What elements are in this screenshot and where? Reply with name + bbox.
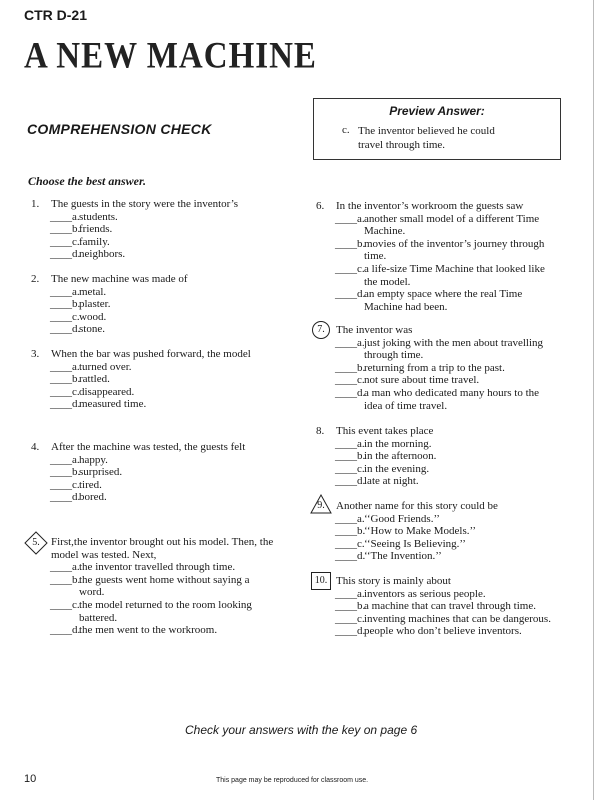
- answer-blank[interactable]: ____b.: [50, 298, 81, 311]
- question-stem: [28, 441, 303, 454]
- question-1: [28, 198, 303, 261]
- question-stem: [28, 536, 303, 561]
- answer-blank[interactable]: ____d.: [335, 386, 366, 399]
- answer-blank[interactable]: ____d.: [335, 625, 366, 638]
- copyright-note: This page may be reproduced for classroom use.: [216, 777, 369, 784]
- option-text: plaster.: [79, 298, 111, 311]
- answer-option[interactable]: [313, 362, 588, 375]
- question-text: This event takes place: [336, 425, 434, 437]
- answer-option[interactable]: [28, 386, 303, 399]
- option-text: the model.: [364, 275, 411, 288]
- answer-blank[interactable]: ____b.: [335, 525, 366, 538]
- answer-blank[interactable]: ____a.: [50, 561, 80, 574]
- question-number: 1.: [31, 198, 40, 210]
- question-text: Another name for this story could be: [336, 500, 498, 512]
- answer-option[interactable]: [313, 288, 588, 313]
- option-text: in the afternoon.: [364, 450, 437, 463]
- answer-option[interactable]: [313, 475, 588, 488]
- option-text: not sure about time travel.: [364, 374, 480, 387]
- question-4: [28, 441, 303, 504]
- answer-option[interactable]: [313, 387, 588, 412]
- option-text: the model returned to the room looking: [79, 598, 252, 611]
- answer-option[interactable]: [28, 466, 303, 479]
- preview-letter: c.: [342, 124, 350, 136]
- answer-blank[interactable]: ____d.: [335, 288, 366, 301]
- answer-option[interactable]: [28, 574, 303, 599]
- answer-option[interactable]: [313, 238, 588, 263]
- question-2: [28, 273, 303, 336]
- answer-blank[interactable]: ____b.: [50, 573, 81, 586]
- answer-option[interactable]: [313, 525, 588, 538]
- preview-line: The inventor believed he could: [358, 125, 495, 137]
- question-number: 10.: [311, 572, 331, 590]
- option-text: ‘‘How to Make Models.’’: [364, 525, 477, 538]
- answer-blank[interactable]: ____a.: [50, 210, 80, 223]
- answer-blank[interactable]: ____a.: [50, 285, 80, 298]
- question-6: [313, 200, 588, 313]
- question-text: In the inventor’s workroom the guests saw: [336, 200, 524, 212]
- answer-blank[interactable]: ____c.: [50, 235, 80, 248]
- question-9: [313, 500, 588, 563]
- question-text: The guests in the story were the inventor’s: [51, 198, 239, 210]
- answer-option[interactable]: [28, 599, 303, 624]
- answer-option[interactable]: [28, 561, 303, 574]
- answer-blank[interactable]: ____c.: [50, 385, 80, 398]
- question-text: When the bar was pushed forward, the model: [51, 348, 251, 360]
- answer-blank[interactable]: ____c.: [335, 462, 365, 475]
- option-text: turned over.: [79, 360, 132, 373]
- answer-blank[interactable]: ____a.: [50, 360, 80, 373]
- option-text: inventing machines that can be dangerous.: [364, 612, 551, 625]
- option-text: stone.: [79, 323, 105, 336]
- answer-option[interactable]: [313, 337, 588, 362]
- answer-option[interactable]: [313, 463, 588, 476]
- option-text: bored.: [79, 491, 107, 504]
- question-number: 8.: [316, 425, 325, 437]
- preview-line: travel through time.: [358, 139, 446, 151]
- option-text: a life-size Time Machine that looked like: [364, 262, 545, 275]
- answer-blank[interactable]: ____d.: [335, 550, 366, 563]
- answer-option[interactable]: [28, 311, 303, 324]
- page-number: 10: [24, 773, 37, 785]
- option-text: tired.: [79, 478, 102, 491]
- question-text: model was tested. Next,: [51, 548, 157, 561]
- preview-text: [358, 124, 495, 152]
- option-text: battered.: [79, 611, 118, 624]
- option-text: metal.: [79, 285, 107, 298]
- answer-option[interactable]: [28, 286, 303, 299]
- question-text: This story is mainly about: [336, 575, 451, 587]
- option-text: friends.: [79, 223, 113, 236]
- question-text: First,the inventor brought out his model. Then, the: [51, 536, 274, 548]
- answer-blank[interactable]: ____d.: [335, 475, 366, 488]
- answer-option[interactable]: [313, 538, 588, 551]
- question-stem: [28, 348, 303, 361]
- answer-blank[interactable]: ____b.: [335, 450, 366, 463]
- option-text: time.: [364, 250, 387, 263]
- answer-option[interactable]: [313, 613, 588, 626]
- question-number-diamond: [24, 531, 48, 555]
- question-number-triangle: [310, 494, 332, 514]
- option-text: Machine.: [364, 225, 406, 238]
- answer-blank[interactable]: ____b.: [335, 237, 366, 250]
- question-8: [313, 425, 588, 488]
- option-text: people who don’t believe inventors.: [364, 625, 522, 638]
- option-text: another small model of a different Time: [364, 212, 540, 225]
- answer-blank[interactable]: ____d.: [50, 323, 81, 336]
- question-7: [313, 324, 588, 412]
- instruction: Choose the best answer.: [28, 174, 147, 188]
- question-text: After the machine was tested, the guests felt: [51, 441, 246, 453]
- answer-option[interactable]: [28, 479, 303, 492]
- answer-option[interactable]: [313, 513, 588, 526]
- option-text: an empty space where the real Time: [364, 288, 523, 301]
- question-stem: [313, 425, 588, 438]
- option-text: through time.: [364, 349, 424, 362]
- answer-option[interactable]: [313, 600, 588, 613]
- answer-option[interactable]: [28, 398, 303, 411]
- question-5: [28, 536, 303, 637]
- answer-blank[interactable]: ____b.: [335, 361, 366, 374]
- answer-option[interactable]: [28, 223, 303, 236]
- option-text: inventors as serious people.: [364, 587, 486, 600]
- answer-option[interactable]: [313, 588, 588, 601]
- preview-heading: Preview Answer:: [389, 104, 485, 118]
- answer-blank[interactable]: ____a.: [335, 336, 365, 349]
- question-stem: [28, 198, 303, 211]
- answer-blank[interactable]: ____b.: [50, 466, 81, 479]
- answer-option[interactable]: [313, 625, 588, 638]
- option-text: rattled.: [79, 373, 110, 386]
- section-subtitle: COMPREHENSION CHECK: [27, 121, 212, 137]
- answer-option[interactable]: [313, 374, 588, 387]
- answer-blank[interactable]: ____d.: [50, 491, 81, 504]
- question-stem: [313, 324, 588, 337]
- option-text: the men went to the workroom.: [79, 624, 218, 637]
- answer-option[interactable]: [313, 450, 588, 463]
- answer-blank[interactable]: ____c.: [50, 310, 80, 323]
- question-number: 9.: [317, 500, 325, 511]
- option-text: wood.: [79, 310, 107, 323]
- option-text: surprised.: [79, 466, 123, 479]
- answer-option[interactable]: [28, 491, 303, 504]
- answer-blank[interactable]: ____c.: [335, 374, 365, 387]
- answer-option[interactable]: [28, 248, 303, 261]
- answer-option[interactable]: [313, 263, 588, 288]
- answer-option[interactable]: [28, 211, 303, 224]
- option-text: just joking with the men about travelling: [364, 336, 544, 349]
- option-text: students.: [79, 210, 118, 223]
- answer-blank[interactable]: ____d.: [50, 398, 81, 411]
- question-3: [28, 348, 303, 411]
- answer-blank[interactable]: ____a.: [335, 587, 365, 600]
- option-text: the guests went home without saying a: [79, 573, 250, 586]
- answer-option[interactable]: [313, 550, 588, 563]
- option-text: the inventor travelled through time.: [79, 561, 236, 574]
- answer-blank[interactable]: ____c.: [335, 262, 365, 275]
- question-number: 3.: [31, 348, 40, 360]
- answer-blank[interactable]: ____a.: [335, 512, 365, 525]
- option-text: ‘‘The Invention.’’: [364, 550, 442, 563]
- option-text: measured time.: [79, 398, 147, 411]
- answer-blank[interactable]: ____b.: [335, 600, 366, 613]
- question-number: 6.: [316, 200, 325, 212]
- answer-blank[interactable]: ____c.: [335, 537, 365, 550]
- option-text: a man who dedicated many hours to the: [364, 386, 540, 399]
- option-text: in the evening.: [364, 462, 430, 475]
- question-stem: [313, 575, 588, 588]
- answer-blank[interactable]: ____a.: [335, 212, 365, 225]
- option-text: ‘‘Good Friends.’’: [364, 512, 440, 525]
- answer-option[interactable]: [28, 624, 303, 637]
- answer-option[interactable]: [28, 323, 303, 336]
- answer-option[interactable]: [28, 298, 303, 311]
- preview-answer-box: [313, 98, 561, 160]
- option-text: returning from a trip to the past.: [364, 361, 505, 374]
- question-stem: [313, 200, 588, 213]
- answer-key-note: Check your answers with the key on page 6: [185, 723, 418, 737]
- answer-option[interactable]: [313, 213, 588, 238]
- option-text: idea of time travel.: [364, 399, 448, 412]
- answer-option[interactable]: [313, 438, 588, 451]
- question-number: 4.: [31, 441, 40, 453]
- answer-blank[interactable]: ____d.: [50, 624, 81, 637]
- answer-blank[interactable]: ____b.: [50, 373, 81, 386]
- question-text: The new machine was made of: [51, 273, 188, 285]
- answer-blank[interactable]: ____a.: [335, 437, 365, 450]
- question-stem: [28, 273, 303, 286]
- answer-option[interactable]: [28, 361, 303, 374]
- answer-blank[interactable]: ____a.: [50, 453, 80, 466]
- answer-option[interactable]: [28, 236, 303, 249]
- option-text: movies of the inventor’s journey through: [364, 237, 545, 250]
- answer-option[interactable]: [28, 373, 303, 386]
- question-number: 7.: [312, 321, 330, 339]
- answer-option[interactable]: [28, 454, 303, 467]
- answer-blank[interactable]: ____c.: [50, 598, 80, 611]
- option-text: neighbors.: [79, 248, 126, 261]
- question-number: 2.: [31, 273, 40, 285]
- page-title: A NEW MACHINE: [24, 36, 317, 77]
- option-text: happy.: [79, 453, 108, 466]
- option-text: word.: [79, 586, 105, 599]
- option-text: disappeared.: [79, 385, 135, 398]
- option-text: Machine had been.: [364, 300, 448, 313]
- question-stem: [313, 500, 588, 513]
- option-text: late at night.: [364, 475, 419, 488]
- option-text: a machine that can travel through time.: [364, 600, 536, 613]
- answer-blank[interactable]: ____c.: [50, 478, 80, 491]
- worksheet-code: CTR D-21: [24, 7, 88, 23]
- option-text: ‘‘Seeing Is Believing.’’: [364, 537, 466, 550]
- question-10: [313, 575, 588, 638]
- answer-blank[interactable]: ____d.: [50, 248, 81, 261]
- question-number: 5.: [32, 537, 40, 548]
- answer-blank[interactable]: ____c.: [335, 612, 365, 625]
- question-text: The inventor was: [336, 324, 413, 336]
- answer-blank[interactable]: ____b.: [50, 223, 81, 236]
- option-text: in the morning.: [364, 437, 432, 450]
- option-text: family.: [79, 235, 110, 248]
